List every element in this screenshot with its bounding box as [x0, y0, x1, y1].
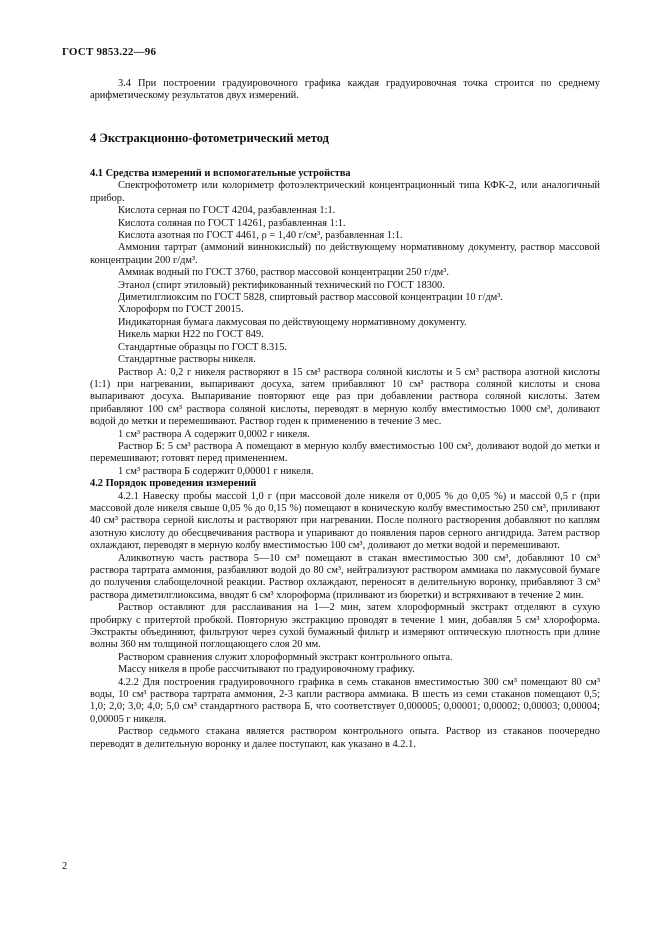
solution-a-note: 1 см³ раствора А содержит 0,0002 г никеля. [118, 428, 310, 440]
section-4-title: 4 Экстракционно-фотометрический метод [90, 131, 329, 145]
seventh-beaker-paragraph: Раствор седьмого стакана является раствором контрольного опыта. Раствор из стаканов поочередно переводят в делительную воронку и далее поступают, как указано в 4.2.1. [90, 726, 600, 750]
subsection-4-2-title: 4.2 Порядок проведения измерений [90, 478, 257, 490]
equipment-item: Кислота соляная по ГОСТ 14261, разбавленная 1:1. [118, 217, 346, 229]
subsection-4-1-title: 4.1 Средства измерений и вспомогательные устройства [90, 168, 351, 179]
equipment-item: Кислота азотная по ГОСТ 4461, ρ = 1,40 г/см³, разбавленная 1:1. [118, 230, 403, 242]
clause-3-4 [90, 78, 600, 103]
equipment-item: Хлороформ по ГОСТ 20015. [118, 304, 244, 316]
nickel-mass-paragraph: Массу никеля в пробе рассчитывают по градуировочному графику. [118, 664, 415, 676]
equipment-item: Стандартные растворы никеля. [118, 354, 256, 366]
equipment-item: Этанол (спирт этиловый) ректификованный технический по ГОСТ 18300. [118, 279, 445, 291]
solution-b-paragraph: Раствор Б: 5 см³ раствора А помещают в мерную колбу вместимостью 100 см³, доливают водой до метки и перемешивают; готовят перед применением. [90, 440, 600, 465]
standard-code-header: ГОСТ 9853.22—96 [62, 46, 157, 58]
paragraph-4-2-1: 4.2.1 Навеску пробы массой 1,0 г (при массовой доле никеля от 0,005 % до 0,05 %) и массой 0,5 г (при массовой доле никеля свыше 0,05 % до 0,15 %) помещают в коническую колбу вместимостью 250 см³, приливают 40 см³ раствора серной кислоты и растворяют при нагревании. После полного растворения добавляют по каплям азотную кислоту до обесцвечивания раствора и упаривают до появления паров серного ангидрида. Затем раствор охлаждают, переводят в мерную колбу вместимостью 100 см³, доливают до метки водой и перемешивают. [90, 490, 600, 552]
equipment-item: Кислота серная по ГОСТ 4204, разбавленная 1:1. [118, 205, 336, 217]
page-number: 2 [62, 861, 68, 872]
settling-paragraph: Раствор оставляют для расслаивания на 1—2 мин, затем хлороформный экстракт отделяют в сухую пробирку с притертой пробкой. Повторную экстракцию проводят в течение 1 мин, добавляя 5 см³ хлороформа. Экстракты объединяют, фильтруют через сухой бумажный фильтр и измеряют оптическую плотность при длине волны 360 нм толщиной поглощающего слоя 20 мм. [90, 602, 600, 651]
solution-a-paragraph: Раствор А: 0,2 г никеля растворяют в 15 см³ раствора соляной кислоты и 5 см³ раствора азотной кислоты (1:1) при нагревании, выпаривают досуха, затем прибавляют 10 см³ раствора соляной кислоты и снова выпаривают досуха. Выпаривание повторяют еще раз при добавлении раствора соляной кислоты. Затем прибавляют 100 см³ раствора соляной кислоты, переводят в мерную колбу вместимостью 1000 см³, доливают водой до метки и перемешивают. Раствор годен к применению в течение 3 мес. [90, 366, 600, 428]
aliquot-paragraph: Аликвотную часть раствора 5—10 см³ помещают в стакан вместимостью 300 см³, добавляют 10 см³ раствора тартрата аммония, разбавляют водой до 80 см³, нейтрализуют раствором аммиака по лакмусовой бумаге до получения слабощелочной реакции. Раствор охлаждают, переносят в делительную воронку, прибавляют 3 см³ раствора диметилглиоксима, вводят 6 см³ хлороформа (приливают из бюретки) и встряхивают в течение 2 мин. [90, 552, 600, 601]
equipment-item: Никель марки Н22 по ГОСТ 849. [118, 329, 264, 341]
solution-b-note: 1 см³ раствора Б содержит 0,00001 г никеля. [118, 465, 314, 477]
equipment-item: Стандартные образцы по ГОСТ 8.315. [118, 341, 287, 353]
equipment-item: Диметилглиоксим по ГОСТ 5828, спиртовый раствор массовой концентрации 10 г/дм³. [118, 292, 503, 304]
equipment-item: Спектрофотометр или колориметр фотоэлектрический концентрационный типа КФК-2, или аналогичный прибор. [90, 180, 600, 204]
paragraph-4-2-2: 4.2.2 Для построения градуировочного графика в семь стаканов вместимостью 300 см³ помещают 80 см³ воды, 10 см³ раствора тартрата аммония, 2-3 капли раствора аммиака. В шесть из семи стаканов помещают 0,5; 1,0; 2,0; 3,0; 4,0; 5,0 см³ стандартного раствора Б, что соответствует 0,000005; 0,00001; 0,00002; 0,00003; 0,00004; 0,00005 г никеля. [90, 676, 600, 725]
equipment-item: Индикаторная бумага лакмусовая по действующему нормативному документу. [118, 316, 467, 328]
section-4-body [90, 168, 600, 751]
paragraph-3-4: 3.4 При построении градуировочного графика каждая градуировочная точка строится по среднему арифметическому результатов двух измерений. [90, 78, 600, 102]
equipment-item: Аммиак водный по ГОСТ 3760, раствор массовой концентрации 250 г/дм³. [118, 267, 449, 279]
reference-solution-paragraph: Раствором сравнения служит хлороформный экстракт контрольного опыта. [118, 651, 453, 663]
equipment-item: Аммония тартрат (аммоний виннокислый) по действующему нормативному документу, раствор массовой концентрации 200 г/дм³. [90, 242, 600, 266]
